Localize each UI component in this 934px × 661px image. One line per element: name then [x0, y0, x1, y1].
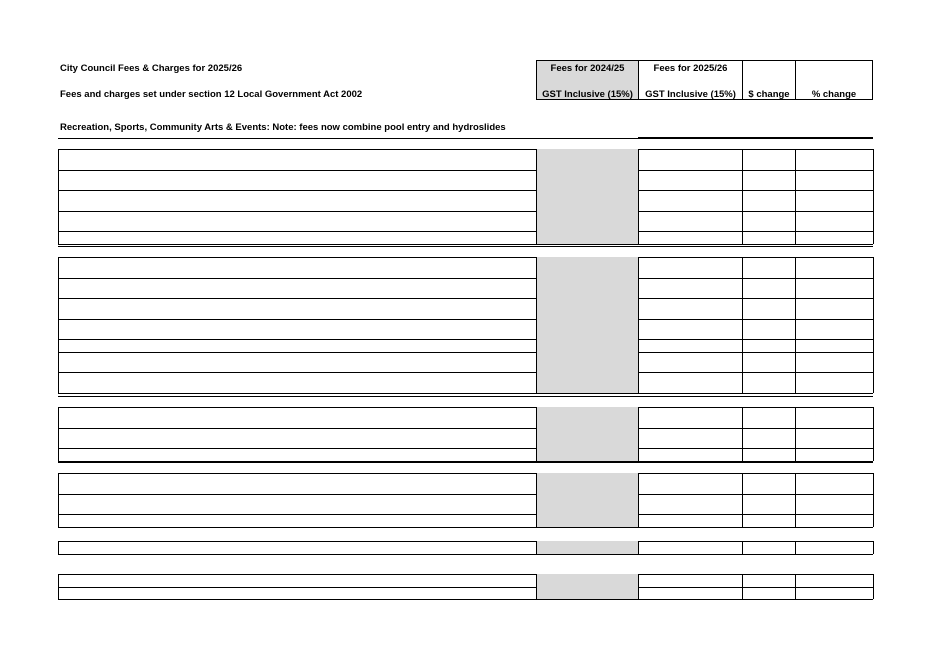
column-border	[795, 170, 796, 191]
column-border	[58, 170, 59, 191]
column-border	[536, 587, 537, 600]
column-border	[638, 574, 639, 587]
row-border	[58, 541, 873, 542]
row-border	[58, 396, 873, 397]
column-border	[795, 278, 796, 299]
row-border	[58, 599, 873, 600]
column-border	[638, 473, 639, 494]
column-border	[638, 352, 639, 373]
column-border	[536, 298, 537, 319]
column-border	[795, 372, 796, 393]
column-border	[795, 541, 796, 554]
column-border	[638, 319, 639, 340]
row-border	[58, 257, 873, 258]
column-border	[536, 278, 537, 299]
column-border	[536, 407, 537, 428]
column-border	[536, 319, 537, 340]
column-border	[536, 170, 537, 191]
row-border	[58, 246, 873, 247]
column-border	[742, 372, 743, 393]
row-border	[58, 574, 873, 575]
column-border	[795, 319, 796, 340]
column-border	[873, 319, 874, 340]
prior-year-shading	[536, 574, 638, 587]
row-border	[58, 138, 873, 139]
column-border	[536, 514, 537, 527]
row-border	[58, 448, 873, 449]
prior-year-shading	[536, 298, 638, 319]
column-border	[873, 494, 874, 515]
column-border	[795, 339, 796, 352]
column-border	[795, 211, 796, 232]
row-border	[58, 298, 873, 299]
row-border	[58, 244, 873, 245]
column-border	[742, 339, 743, 352]
row-border	[58, 587, 873, 588]
row-border	[58, 428, 873, 429]
prior-year-shading	[536, 407, 638, 428]
column-border	[536, 372, 537, 393]
row-border	[58, 514, 873, 515]
column-border	[58, 372, 59, 393]
column-border	[742, 211, 743, 232]
prior-year-shading	[536, 587, 638, 600]
header-gst-2024: GST Inclusive (15%)	[542, 89, 633, 100]
column-border	[742, 149, 743, 170]
column-border	[873, 257, 874, 278]
column-border	[536, 339, 537, 352]
column-border	[873, 541, 874, 554]
column-border	[795, 473, 796, 494]
header-gst-2025: GST Inclusive (15%)	[645, 89, 736, 100]
row-border	[58, 473, 873, 474]
column-border	[742, 473, 743, 494]
column-border	[742, 494, 743, 515]
column-border	[742, 319, 743, 340]
column-border	[536, 190, 537, 211]
column-border	[536, 428, 537, 449]
column-border	[58, 514, 59, 527]
prior-year-shading	[536, 372, 638, 393]
column-border	[58, 407, 59, 428]
document-title: City Council Fees & Charges for 2025/26	[60, 63, 243, 74]
column-border	[638, 298, 639, 319]
prior-year-shading	[536, 541, 638, 554]
column-border	[58, 448, 59, 461]
column-border	[58, 231, 59, 244]
column-border	[638, 339, 639, 352]
row-border	[58, 231, 873, 232]
prior-year-shading	[536, 352, 638, 373]
row-border	[58, 211, 873, 212]
column-border	[638, 170, 639, 191]
column-border	[795, 587, 796, 600]
column-border	[873, 170, 874, 191]
column-border	[536, 494, 537, 515]
column-border	[58, 319, 59, 340]
column-border	[742, 448, 743, 461]
column-border	[638, 494, 639, 515]
column-border	[638, 407, 639, 428]
row-border	[58, 190, 873, 191]
row-border	[58, 554, 873, 555]
prior-year-shading	[536, 190, 638, 211]
column-border	[795, 149, 796, 170]
column-border	[536, 448, 537, 461]
prior-year-shading	[536, 339, 638, 352]
column-border	[742, 428, 743, 449]
column-border	[795, 428, 796, 449]
row-border	[58, 393, 873, 394]
column-border	[58, 211, 59, 232]
column-border	[873, 352, 874, 373]
column-border	[742, 278, 743, 299]
column-border	[638, 541, 639, 554]
prior-year-shading	[536, 494, 638, 515]
column-border	[638, 257, 639, 278]
prior-year-shading	[536, 231, 638, 244]
column-border	[536, 574, 537, 587]
column-border	[795, 407, 796, 428]
row-border	[58, 319, 873, 320]
column-border	[638, 278, 639, 299]
column-border	[873, 278, 874, 299]
column-border	[873, 231, 874, 244]
column-border	[742, 257, 743, 278]
column-border	[873, 211, 874, 232]
row-border	[58, 352, 873, 353]
column-border	[638, 587, 639, 600]
column-border	[58, 494, 59, 515]
column-border	[536, 473, 537, 494]
column-border	[873, 339, 874, 352]
document-subtitle: Fees and charges set under section 12 Local Government Act 2002	[60, 89, 363, 100]
column-border	[873, 428, 874, 449]
column-border	[873, 407, 874, 428]
column-border	[742, 574, 743, 587]
column-border	[58, 257, 59, 278]
column-border	[873, 473, 874, 494]
column-border	[742, 587, 743, 600]
column-border	[58, 298, 59, 319]
column-border	[638, 190, 639, 211]
column-border	[795, 494, 796, 515]
row-border	[58, 339, 873, 340]
column-border	[873, 514, 874, 527]
column-border	[58, 190, 59, 211]
column-border	[58, 339, 59, 352]
row-border	[58, 527, 873, 528]
row-border	[58, 278, 873, 279]
column-border	[742, 170, 743, 191]
column-border	[638, 149, 639, 170]
column-border	[873, 574, 874, 587]
column-border	[536, 231, 537, 244]
row-border	[58, 494, 873, 495]
column-border	[58, 473, 59, 494]
column-border	[536, 211, 537, 232]
prior-year-shading	[536, 257, 638, 278]
column-border	[536, 149, 537, 170]
column-border	[795, 448, 796, 461]
column-border	[536, 352, 537, 373]
prior-year-shading	[536, 473, 638, 494]
row-border	[58, 149, 873, 150]
header-percent-change: % change	[811, 89, 857, 100]
column-border	[58, 587, 59, 600]
row-border	[58, 462, 873, 463]
column-border	[742, 514, 743, 527]
prior-year-shading	[536, 319, 638, 340]
column-border	[795, 190, 796, 211]
header-fees-2025: Fees for 2025/26	[653, 63, 728, 74]
column-border	[58, 352, 59, 373]
column-border	[795, 352, 796, 373]
column-border	[873, 372, 874, 393]
column-border	[638, 428, 639, 449]
column-border	[795, 298, 796, 319]
column-border	[638, 372, 639, 393]
row-border	[58, 372, 873, 373]
column-border	[58, 541, 59, 554]
column-border	[638, 448, 639, 461]
prior-year-shading	[536, 149, 638, 170]
column-border	[536, 541, 537, 554]
column-border	[638, 211, 639, 232]
column-border	[742, 407, 743, 428]
column-border	[873, 587, 874, 600]
column-border	[742, 190, 743, 211]
column-border	[536, 257, 537, 278]
prior-year-shading	[536, 170, 638, 191]
column-border	[873, 448, 874, 461]
prior-year-shading	[536, 514, 638, 527]
column-border	[742, 541, 743, 554]
column-border	[638, 231, 639, 244]
prior-year-shading	[536, 428, 638, 449]
column-border	[873, 149, 874, 170]
column-border	[638, 514, 639, 527]
header-fees-2024: Fees for 2024/25	[550, 63, 625, 74]
header-dollar-change: $ change	[748, 89, 790, 100]
prior-year-shading	[536, 278, 638, 299]
column-border	[795, 574, 796, 587]
row-border	[58, 170, 873, 171]
prior-year-shading	[536, 448, 638, 461]
prior-year-shading	[536, 211, 638, 232]
column-border	[795, 231, 796, 244]
column-border	[742, 298, 743, 319]
column-border	[795, 257, 796, 278]
column-border	[873, 298, 874, 319]
column-border	[742, 231, 743, 244]
row-border	[58, 407, 873, 408]
column-border	[58, 278, 59, 299]
column-border	[58, 428, 59, 449]
column-border	[58, 574, 59, 587]
column-border	[795, 514, 796, 527]
column-border	[873, 190, 874, 211]
column-border	[58, 149, 59, 170]
section-heading: Recreation, Sports, Community Arts & Events: Note: fees now combine pool entry and hydroslides	[60, 122, 506, 133]
column-border	[742, 352, 743, 373]
